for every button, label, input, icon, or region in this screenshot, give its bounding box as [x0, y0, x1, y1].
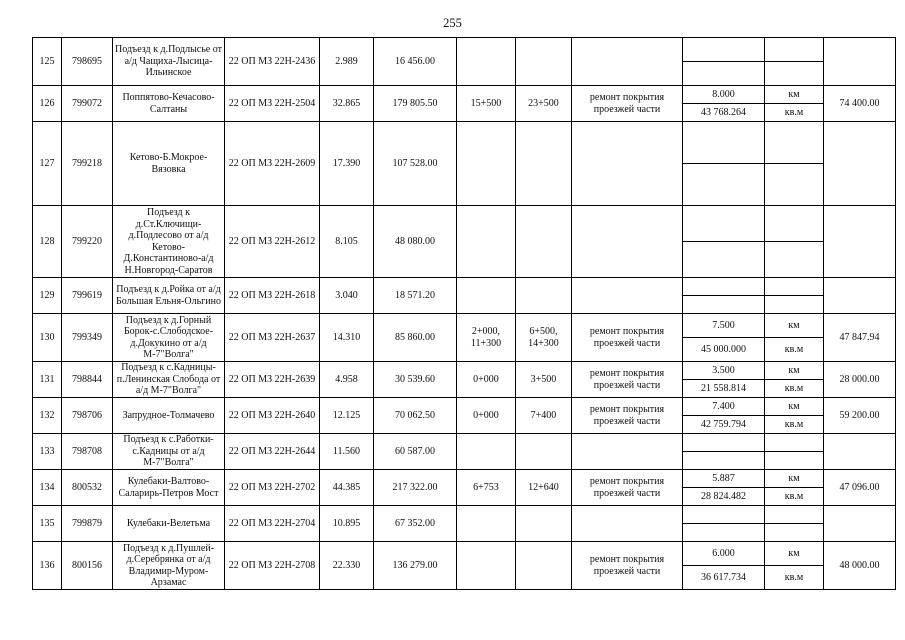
road-length: 8.105	[320, 206, 374, 278]
repair-sum	[824, 506, 896, 542]
road-name: Кулебаки-Велетьма	[113, 506, 225, 542]
road-name: Подъезд к с.Работки-с.Кадницы от а/д М-7"Волга"	[113, 434, 225, 470]
row-number: 126	[33, 86, 62, 122]
start-km	[457, 434, 516, 470]
page-number: 255	[443, 16, 462, 30]
length-km-unit: км	[765, 362, 824, 380]
row-number: 125	[33, 38, 62, 86]
road-name: Запрудное-Толмачево	[113, 398, 225, 434]
length-km-unit	[765, 122, 824, 164]
work-type: ремонт покрытия проезжей части	[572, 470, 683, 506]
length-km-value: 5.887	[683, 470, 765, 488]
road-name: Кулебаки-Валтово-Саларирь-Петров Мост	[113, 470, 225, 506]
start-km	[457, 122, 516, 206]
road-name: Подъезд к д.Пушлей-д.Серебрянка от а/д Владимир-Муром-Арзамас	[113, 542, 225, 590]
road-cost: 179 805.50	[374, 86, 457, 122]
area-unit: кв.м	[765, 338, 824, 362]
repair-sum: 28 000.00	[824, 362, 896, 398]
road-length: 3.040	[320, 278, 374, 314]
work-type	[572, 206, 683, 278]
road-code: 22 ОП МЗ 22Н-2702	[225, 470, 320, 506]
table-row	[33, 470, 896, 488]
road-code: 22 ОП МЗ 22Н-2609	[225, 122, 320, 206]
road-name: Подъезд к д.Ст.Ключищи-д.Подлесово от а/д Кетово-Д.Константиново-а/д Н.Новгород-Саратов	[113, 206, 225, 278]
end-km: 3+500	[516, 362, 572, 398]
road-length: 12.125	[320, 398, 374, 434]
area-unit	[765, 452, 824, 470]
road-length: 44.385	[320, 470, 374, 506]
start-km	[457, 206, 516, 278]
row-number: 135	[33, 506, 62, 542]
road-cost: 67 352.00	[374, 506, 457, 542]
road-code: 22 ОП МЗ 22Н-2436	[225, 38, 320, 86]
work-type: ремонт покрытия проезжей части	[572, 314, 683, 362]
area-value	[683, 62, 765, 86]
work-type: ремонт покрытия проезжей части	[572, 542, 683, 590]
row-number: 136	[33, 542, 62, 590]
road-name: Подъезд к с.Кадницы-п.Ленинская Слобода от а/д М-7"Волга"	[113, 362, 225, 398]
start-km: 15+500	[457, 86, 516, 122]
road-code: 22 ОП МЗ 22Н-2618	[225, 278, 320, 314]
roads-table-body	[33, 38, 896, 590]
area-unit	[765, 164, 824, 206]
road-length: 14.310	[320, 314, 374, 362]
repair-sum: 48 000.00	[824, 542, 896, 590]
road-id: 799879	[62, 506, 113, 542]
end-km	[516, 434, 572, 470]
start-km	[457, 506, 516, 542]
road-cost: 60 587.00	[374, 434, 457, 470]
row-number: 133	[33, 434, 62, 470]
road-cost: 70 062.50	[374, 398, 457, 434]
work-type: ремонт покрытия проезжей части	[572, 362, 683, 398]
road-cost: 217 322.00	[374, 470, 457, 506]
area-value: 28 824.482	[683, 488, 765, 506]
road-code: 22 ОП МЗ 22Н-2612	[225, 206, 320, 278]
area-value: 43 768.264	[683, 104, 765, 122]
length-km-value	[683, 506, 765, 524]
repair-sum	[824, 278, 896, 314]
length-km-unit: км	[765, 470, 824, 488]
area-value	[683, 164, 765, 206]
area-unit: кв.м	[765, 566, 824, 590]
length-km-unit: км	[765, 86, 824, 104]
road-id: 799220	[62, 206, 113, 278]
road-id: 798695	[62, 38, 113, 86]
length-km-unit	[765, 278, 824, 296]
start-km: 0+000	[457, 362, 516, 398]
end-km	[516, 206, 572, 278]
table-row	[33, 398, 896, 416]
road-name: Подъезд к д.Подлысье от а/д Чащиха-Лысица-Ильинское	[113, 38, 225, 86]
road-cost: 30 539.60	[374, 362, 457, 398]
length-km-value	[683, 278, 765, 296]
road-name: Подъезд к д.Ройка от а/д Большая Ельня-Ольгино	[113, 278, 225, 314]
table-row	[33, 38, 896, 62]
row-number: 134	[33, 470, 62, 506]
length-km-value: 3.500	[683, 362, 765, 380]
length-km-unit: км	[765, 542, 824, 566]
road-length: 17.390	[320, 122, 374, 206]
road-cost: 48 080.00	[374, 206, 457, 278]
road-length: 4.958	[320, 362, 374, 398]
road-id: 800532	[62, 470, 113, 506]
repair-sum	[824, 434, 896, 470]
area-value	[683, 296, 765, 314]
road-id: 799218	[62, 122, 113, 206]
work-type	[572, 122, 683, 206]
row-number: 129	[33, 278, 62, 314]
work-type	[572, 278, 683, 314]
road-id: 799619	[62, 278, 113, 314]
roads-table	[32, 37, 896, 590]
road-id: 799072	[62, 86, 113, 122]
repair-sum	[824, 122, 896, 206]
start-km: 6+753	[457, 470, 516, 506]
table-row	[33, 434, 896, 452]
road-cost: 85 860.00	[374, 314, 457, 362]
area-unit: кв.м	[765, 104, 824, 122]
start-km: 2+000, 11+300	[457, 314, 516, 362]
length-km-value	[683, 122, 765, 164]
end-km: 6+500, 14+300	[516, 314, 572, 362]
table-row	[33, 314, 896, 338]
repair-sum: 59 200.00	[824, 398, 896, 434]
road-length: 22.330	[320, 542, 374, 590]
repair-sum: 74 400.00	[824, 86, 896, 122]
table-row	[33, 206, 896, 242]
row-number: 127	[33, 122, 62, 206]
end-km: 7+400	[516, 398, 572, 434]
road-code: 22 ОП МЗ 22Н-2637	[225, 314, 320, 362]
road-name: Кетово-Б.Мокрое-Вязовка	[113, 122, 225, 206]
length-km-unit	[765, 506, 824, 524]
row-number: 131	[33, 362, 62, 398]
road-length: 32.865	[320, 86, 374, 122]
length-km-unit: км	[765, 314, 824, 338]
table-row	[33, 542, 896, 566]
start-km	[457, 542, 516, 590]
road-cost: 16 456.00	[374, 38, 457, 86]
road-name: Поппятово-Кечасово-Салтаны	[113, 86, 225, 122]
work-type	[572, 434, 683, 470]
length-km-unit	[765, 206, 824, 242]
road-length: 2.989	[320, 38, 374, 86]
end-km	[516, 542, 572, 590]
start-km: 0+000	[457, 398, 516, 434]
area-value	[683, 524, 765, 542]
repair-sum: 47 847.94	[824, 314, 896, 362]
area-unit: кв.м	[765, 488, 824, 506]
table-row	[33, 86, 896, 104]
end-km	[516, 38, 572, 86]
end-km	[516, 122, 572, 206]
table-row	[33, 506, 896, 524]
road-cost: 136 279.00	[374, 542, 457, 590]
work-type: ремонт покрытия проезжей части	[572, 86, 683, 122]
road-id: 799349	[62, 314, 113, 362]
area-value: 21 558.814	[683, 380, 765, 398]
length-km-value: 6.000	[683, 542, 765, 566]
area-value	[683, 242, 765, 278]
road-name: Подъезд к д.Горный Борок-с.Слободское-д.Докукино от а/д М-7"Волга"	[113, 314, 225, 362]
length-km-unit: км	[765, 398, 824, 416]
road-cost: 107 528.00	[374, 122, 457, 206]
table-row	[33, 122, 896, 164]
table-row	[33, 362, 896, 380]
length-km-value: 7.400	[683, 398, 765, 416]
road-code: 22 ОП МЗ 22Н-2639	[225, 362, 320, 398]
end-km	[516, 506, 572, 542]
row-number: 130	[33, 314, 62, 362]
length-km-unit	[765, 38, 824, 62]
road-code: 22 ОП МЗ 22Н-2644	[225, 434, 320, 470]
area-value	[683, 452, 765, 470]
road-code: 22 ОП МЗ 22Н-2640	[225, 398, 320, 434]
area-unit	[765, 296, 824, 314]
end-km: 23+500	[516, 86, 572, 122]
road-length: 10.895	[320, 506, 374, 542]
area-value: 45 000.000	[683, 338, 765, 362]
table-row	[33, 278, 896, 296]
work-type	[572, 38, 683, 86]
start-km	[457, 278, 516, 314]
road-id: 798844	[62, 362, 113, 398]
row-number: 128	[33, 206, 62, 278]
work-type	[572, 506, 683, 542]
row-number: 132	[33, 398, 62, 434]
road-id: 798708	[62, 434, 113, 470]
repair-sum	[824, 38, 896, 86]
road-id: 800156	[62, 542, 113, 590]
start-km	[457, 38, 516, 86]
road-cost: 18 571.20	[374, 278, 457, 314]
road-code: 22 ОП МЗ 22Н-2504	[225, 86, 320, 122]
road-length: 11.560	[320, 434, 374, 470]
repair-sum	[824, 206, 896, 278]
road-id: 798706	[62, 398, 113, 434]
length-km-value: 8.000	[683, 86, 765, 104]
road-code: 22 ОП МЗ 22Н-2708	[225, 542, 320, 590]
road-code: 22 ОП МЗ 22Н-2704	[225, 506, 320, 542]
end-km	[516, 278, 572, 314]
length-km-value	[683, 434, 765, 452]
length-km-unit	[765, 434, 824, 452]
area-unit	[765, 62, 824, 86]
area-value: 42 759.794	[683, 416, 765, 434]
work-type: ремонт покрытия проезжей части	[572, 398, 683, 434]
repair-sum: 47 096.00	[824, 470, 896, 506]
end-km: 12+640	[516, 470, 572, 506]
length-km-value	[683, 206, 765, 242]
area-unit: кв.м	[765, 416, 824, 434]
length-km-value	[683, 38, 765, 62]
length-km-value: 7.500	[683, 314, 765, 338]
area-value: 36 617.734	[683, 566, 765, 590]
area-unit: кв.м	[765, 380, 824, 398]
area-unit	[765, 242, 824, 278]
area-unit	[765, 524, 824, 542]
